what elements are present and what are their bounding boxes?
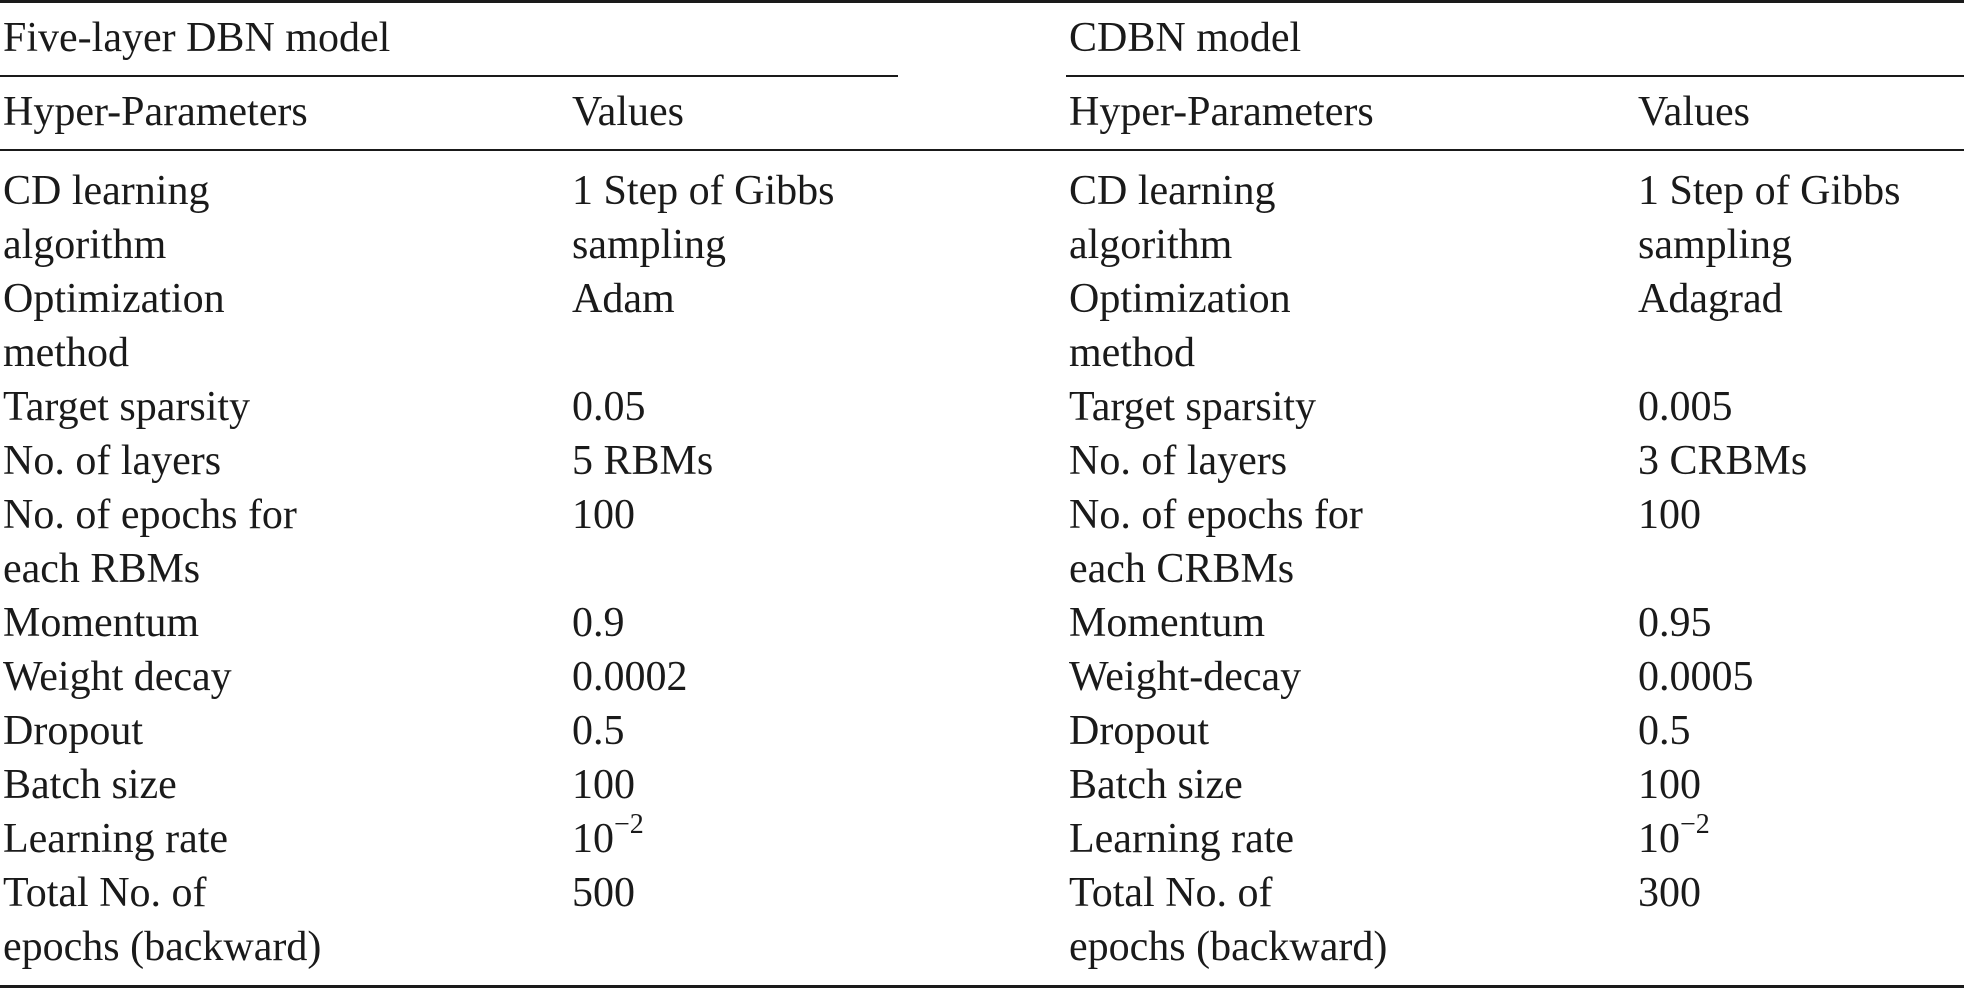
value-cell: Adagrad [1638,276,1783,322]
value-cell: 3 CRBMs [1638,438,1808,484]
model-title: CDBN model [1069,15,1302,61]
value-cell: 100 [572,492,635,538]
value-cell: 0.9 [572,600,625,646]
value-cell: 0.5 [1638,708,1691,754]
param-cell: Dropout [3,708,143,754]
table-row [1066,809,1964,866]
value-cell: 0.0005 [1638,654,1754,700]
value-cell: 300 [1638,870,1701,916]
value-cell: 100 [1638,762,1701,808]
value-cell: Adam [572,276,675,322]
param-cell: Batch size [1069,762,1243,808]
table-row [0,650,898,704]
table-row [1066,488,1964,596]
param-cell: CD learning algorithm [3,168,210,268]
param-cell: No. of epochs for each CRBMs [1069,492,1363,592]
param-cell: Momentum [1069,600,1265,646]
column-header-values: Values [1638,89,1750,135]
value-base: 10 [572,816,614,862]
table-body [0,164,898,974]
cdbn-model-table [1066,0,1964,985]
param-cell: No. of epochs for each RBMs [3,492,297,592]
value-exponent: −2 [614,809,644,840]
value-cell: 0.95 [1638,600,1712,646]
table-bottom-rule [0,985,1964,988]
table-row [1066,380,1964,434]
table-row [1066,866,1964,974]
table-body [1066,164,1964,974]
value-cell: 0.5 [572,708,625,754]
table-row [0,434,898,488]
table-row [0,272,898,380]
table-row [1066,758,1964,812]
param-cell: Total No. of epochs (backward) [3,870,322,970]
param-cell: Learning rate [3,816,229,862]
value-cell: 1 Step of Gibbs sampling [572,168,835,268]
value-cell [1638,809,1964,866]
table-row [1066,704,1964,758]
value-cell: 100 [572,762,635,808]
param-cell: Target sparsity [3,384,251,430]
table-row [0,866,898,974]
model-title: Five-layer DBN model [3,15,391,61]
param-cell: CD learning algorithm [1069,168,1276,268]
table-row [0,809,898,866]
param-cell: Learning rate [1069,816,1295,862]
value-cell: 5 RBMs [572,438,714,484]
param-cell: Batch size [3,762,177,808]
param-cell: Optimization method [1069,276,1291,376]
param-cell: Target sparsity [1069,384,1317,430]
table-row [0,164,898,272]
dbn-model-table [0,0,898,985]
table-row [0,380,898,434]
column-header-values: Values [572,89,684,135]
table-row [1066,272,1964,380]
value-cell [572,809,902,866]
table-row [1066,650,1964,704]
param-cell: No. of layers [3,438,222,484]
table-row [0,488,898,596]
param-cell: Dropout [1069,708,1209,754]
value-cell: 0.0002 [572,654,688,700]
param-cell: Weight-decay [1069,654,1302,700]
table-row [1066,434,1964,488]
param-cell: Optimization method [3,276,225,376]
param-cell: Weight decay [3,654,232,700]
value-base: 10 [1638,816,1680,862]
value-cell: 0.005 [1638,384,1733,430]
table-row [1066,164,1964,272]
value-cell: 0.05 [572,384,646,430]
value-exponent: −2 [1680,809,1710,840]
table-row [0,596,898,650]
value-cell: 1 Step of Gibbs sampling [1638,168,1901,268]
table-row [0,758,898,812]
column-header-hyper-parameters: Hyper-Parameters [1069,89,1374,135]
value-cell: 100 [1638,492,1701,538]
param-cell: Momentum [3,600,199,646]
param-cell: Total No. of epochs (backward) [1069,870,1388,970]
table-row [0,704,898,758]
table-row [1066,596,1964,650]
value-cell: 500 [572,870,635,916]
param-cell: No. of layers [1069,438,1288,484]
column-header-hyper-parameters: Hyper-Parameters [3,89,308,135]
